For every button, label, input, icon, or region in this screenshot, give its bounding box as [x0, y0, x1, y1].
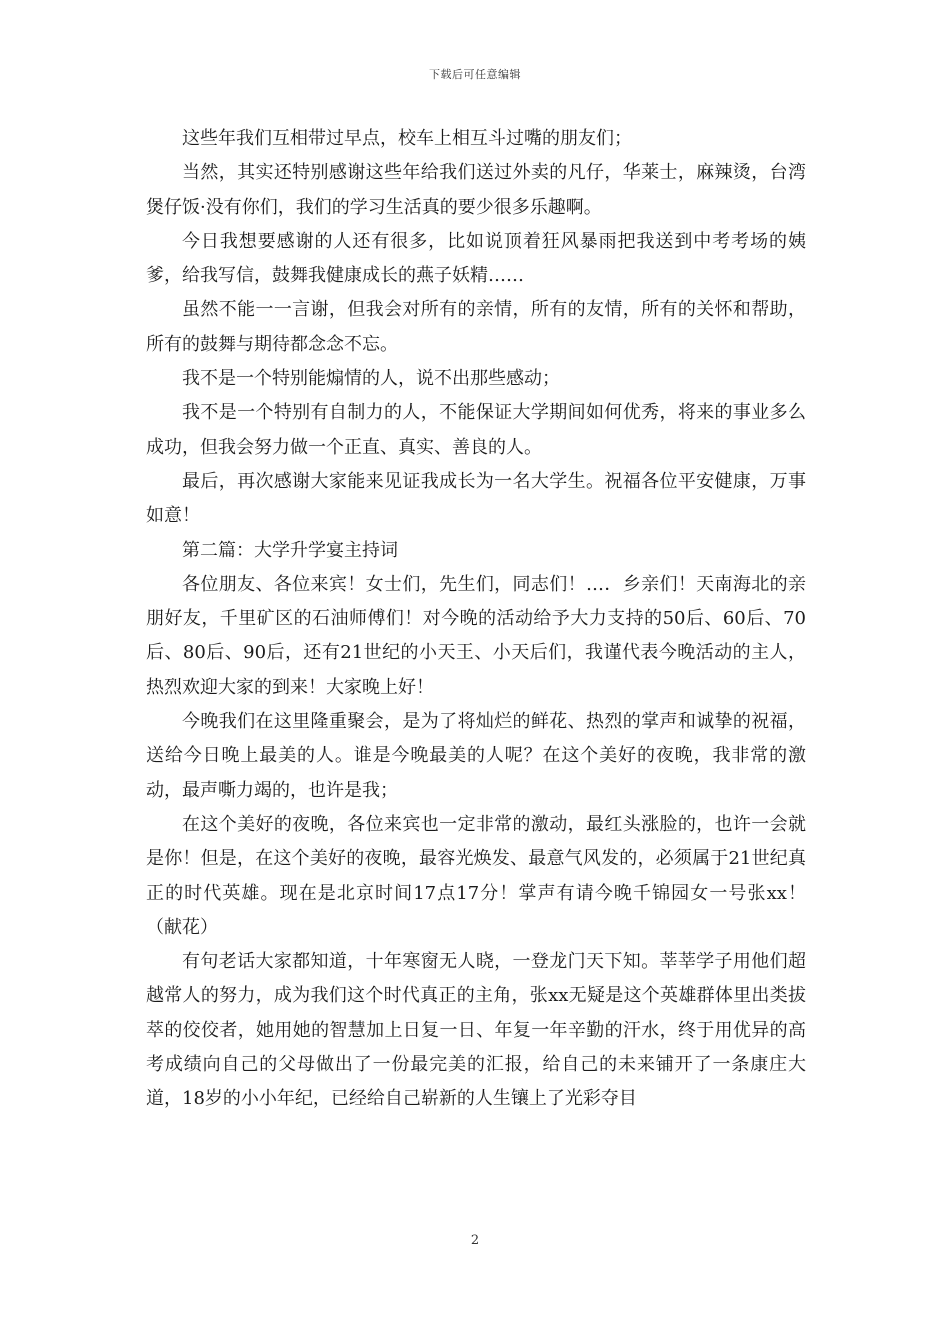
paragraph-hero: 在这个美好的夜晚，各位来宾也一定非常的激动，最红头涨脸的，也许一会就是你！但是，在这个美好的夜晚，最容光焕发、最意气风发的，必须属于21世纪真正的时代英雄。现在是北京时间17点17分！掌声有请今晚千锦园女一号张xx！（献花）: [146, 813, 806, 938]
paragraph-never-forget: 虽然不能一一言谢，但我会对所有的亲情，所有的友情，所有的关怀和帮助，所有的鼓舞与期待都念念不忘。: [146, 299, 806, 355]
paragraph-friends: 这些年我们互相带过早点，校车上相互斗过嘴的朋友们；: [182, 128, 632, 149]
paragraph-more-thanks: 今日我想要感谢的人还有很多，比如说顶着狂风暴雨把我送到中考考场的姨爹，给我写信，鼓舞我健康成长的燕子妖精……: [146, 230, 806, 287]
page-number: 2: [470, 1233, 480, 1248]
paragraph-takeaway-thanks: 当然，其实还特别感谢这些年给我们送过外卖的凡仔，华莱士，麻辣烫，台湾煲仔饭·没有你们，我们的学习生活真的要少很多乐趣啊。: [146, 162, 806, 218]
page-header: 下载后可任意编辑: [429, 68, 521, 81]
paragraph-welcome: 各位朋友、各位来宾！女士们，先生们，同志们！…．乡亲们！天南海北的亲朋好友，千里矿区的石油师傅们！对今晚的活动给予大力支持的50后、60后、70后、80后、90后，还有21世纪的小天王、小天后们，我谨代表今晚活动的主人，热烈欢迎大家的到来！大家晚上好！: [146, 573, 806, 698]
paragraph-closing-wishes: 最后，再次感谢大家能来见证我成长为一名大学生。祝福各位平安健康，万事如意！: [146, 470, 806, 527]
paragraph-old-saying: 有句老话大家都知道，十年寒窗无人晓，一登龙门天下知。莘莘学子用他们超越常人的努力，成为我们这个时代真正的主角，张xx无疑是这个英雄群体里出类拔萃的佼佼者，她用她的智慧加上日复一日、年复一年辛勤的汗水，终于用优异的高考成绩向自己的父母做出了一份最完美的汇报，给自己的未来铺开了一条康庄大道，18岁的小小年纪，已经给自己崭新的人生镶上了光彩夺目: [146, 951, 806, 1110]
paragraph-self-discipline: 我不是一个特别有自制力的人，不能保证大学期间如何优秀，将来的事业多么成功，但我会努力做一个正直、真实、善良的人。: [146, 402, 806, 458]
document-body: [146, 122, 806, 1117]
section-title-second: 第二篇：大学升学宴主持词: [182, 539, 398, 561]
paragraph-not-sentimental: 我不是一个特别能煽情的人，说不出那些感动；: [182, 368, 560, 390]
paragraph-gathering: 今晚我们在这里隆重聚会，是为了将灿烂的鲜花、热烈的掌声和诚挚的祝福，送给今日晚上最美的人。谁是今晚最美的人呢？在这个美好的夜晚，我非常的激动，最声嘶力竭的，也许是我；: [146, 711, 806, 801]
